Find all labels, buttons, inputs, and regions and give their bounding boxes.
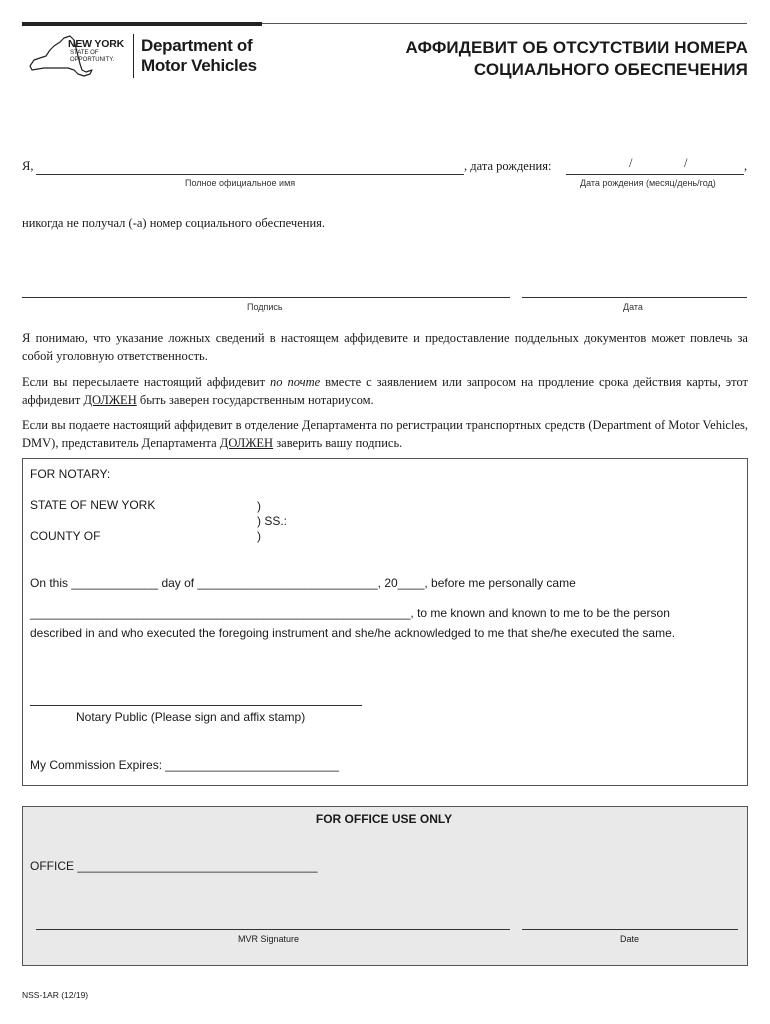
- dmv-office-paragraph-part2: заверить вашу подпись.: [273, 435, 403, 450]
- identity-prefix: Я,: [22, 159, 34, 173]
- mvr-signature-field[interactable]: [36, 929, 510, 930]
- dmv-logo: [24, 30, 269, 82]
- form-title-line1: АФФИДЕВИТ ОБ ОТСУТСТВИИ НОМЕРА: [405, 38, 748, 57]
- full-name-caption: Полное официальное имя: [185, 178, 296, 188]
- ny-logo-text: NEW YORK: [68, 38, 124, 50]
- full-name-field[interactable]: [36, 174, 464, 175]
- notary-county: COUNTY OF: [30, 529, 101, 543]
- header-rule-thick: [22, 22, 262, 26]
- statement-text: никогда не получал (-а) номер социального обеспечения.: [22, 216, 326, 230]
- notary-paren-3: ): [257, 529, 261, 543]
- notary-ss: ) SS.:: [257, 514, 288, 528]
- notary-person-line[interactable]: _________________________________________________________, to me known and known to me to be the person: [30, 606, 670, 620]
- signature-date-field[interactable]: [522, 297, 747, 298]
- notary-heading: FOR NOTARY:: [30, 467, 111, 481]
- office-date-caption: Date: [620, 934, 640, 944]
- signature-date-caption: Дата: [623, 302, 643, 312]
- commission-expires-line[interactable]: My Commission Expires: __________________________: [30, 758, 339, 772]
- dob-label: , дата рождения:: [464, 159, 552, 173]
- notary-described-text: described in and who executed the foregoing instrument and she/he acknowledged to me that she/he executed the same.: [30, 626, 676, 640]
- office-date-field[interactable]: [522, 929, 738, 930]
- dmv-logo-line2: Motor Vehicles: [141, 56, 257, 75]
- ny-logo-line3: OPPORTUNITY.: [70, 57, 115, 63]
- notary-paren-1: ): [257, 499, 261, 513]
- dob-field[interactable]: [566, 174, 744, 175]
- liability-paragraph: Я понимаю, что указание ложных сведений в настоящем аффидевите и предоставление поддельных документов может повлечь за собой уголовную ответственность.: [22, 331, 748, 363]
- dob-slash-2: /: [684, 156, 688, 170]
- dob-comma: ,: [744, 159, 748, 173]
- office-use-heading: FOR OFFICE USE ONLY: [315, 812, 453, 826]
- dmv-office-paragraph-must: ДОЛЖЕН: [219, 435, 274, 450]
- signature-caption: Подпись: [247, 302, 283, 312]
- notary-on-this-line[interactable]: On this _____________ day of ___________________________, 20____, before me personally came: [30, 576, 576, 590]
- notary-public-caption: Notary Public (Please sign and affix stamp): [76, 710, 306, 724]
- office-use-box: [22, 806, 748, 966]
- logo-divider: [133, 34, 134, 78]
- mail-paragraph-must: ДОЛЖЕН: [83, 392, 137, 407]
- mail-paragraph: [22, 374, 748, 409]
- dob-slash-1: /: [629, 156, 633, 170]
- office-field[interactable]: OFFICE ____________________________________: [30, 859, 318, 873]
- mail-paragraph-part1: Если вы пересылаете настоящий аффидевит: [22, 375, 270, 389]
- dmv-logo-text: [141, 36, 257, 76]
- dmv-logo-line1: Department of: [141, 36, 253, 55]
- notary-signature-field[interactable]: [30, 705, 362, 706]
- dob-caption: Дата рождения (месяц/день/год): [580, 178, 716, 188]
- dmv-office-paragraph: [22, 417, 748, 452]
- notary-state: STATE OF NEW YORK: [30, 498, 156, 512]
- mail-paragraph-italic: по почте: [270, 375, 321, 389]
- header-rule-thin: [262, 23, 747, 24]
- signature-field[interactable]: [22, 297, 510, 298]
- mvr-signature-caption: MVR Signature: [238, 934, 300, 944]
- mail-paragraph-part2: вместе с заявлением или запросом на продление срока действия карты, этот аффидевит: [22, 375, 748, 407]
- ny-logo-subtext: [70, 50, 114, 64]
- form-code: NSS-1AR (12/19): [22, 990, 89, 1000]
- form-title: [328, 37, 748, 81]
- ny-logo-line2: STATE OF: [70, 50, 99, 56]
- form-title-line2: СОЦИАЛЬНОГО ОБЕСПЕЧЕНИЯ: [473, 60, 748, 79]
- dmv-office-paragraph-part1: Если вы подаете настоящий аффидевит в отделение Департамента по регистрации транспортных средств (Department of Motor Vehicles, DMV), представитель Департамента: [22, 418, 748, 450]
- mail-paragraph-part3: быть заверен государственным нотариусом.: [136, 392, 374, 407]
